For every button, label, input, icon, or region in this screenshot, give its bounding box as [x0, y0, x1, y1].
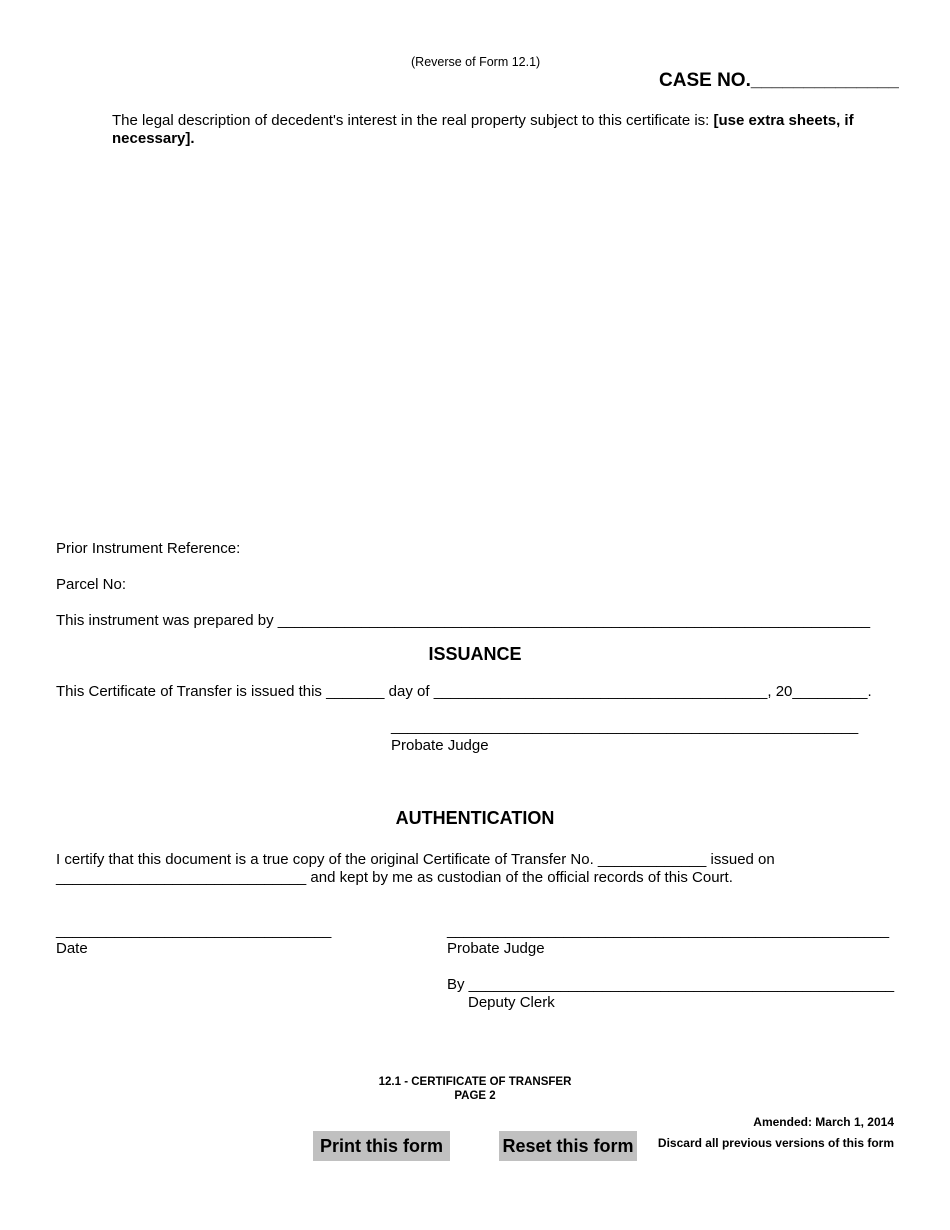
amended-date: Amended: March 1, 2014	[753, 1115, 894, 1129]
authentication-probate-judge-label: Probate Judge	[447, 940, 545, 957]
prior-instrument-reference[interactable]: Prior Instrument Reference:	[56, 540, 241, 557]
legal-description	[112, 112, 892, 148]
form-title: 12.1 - CERTIFICATE OF TRANSFER	[378, 1076, 572, 1088]
date-label: Date	[56, 940, 88, 957]
issuance-statement[interactable]: This Certificate of Transfer is issued this _______ day of ________________________________________, 20_________.	[56, 683, 872, 700]
prepared-by-field[interactable]: This instrument was prepared by _______________________________________________________________________	[56, 612, 871, 629]
legal-description-note: [use extra sheets, if necessary].	[112, 112, 854, 147]
discard-notice: Discard all previous versions of this form	[657, 1136, 894, 1150]
issuance-probate-judge-label: Probate Judge	[391, 737, 489, 754]
page-number: PAGE 2	[454, 1090, 496, 1102]
reverse-label: (Reverse of Form 12.1)	[411, 55, 541, 69]
issuance-signature-line: ________________________________________________________	[391, 718, 859, 735]
parcel-number[interactable]: Parcel No:	[56, 576, 127, 593]
date-signature-line[interactable]: _________________________________	[56, 922, 332, 939]
authentication-heading: AUTHENTICATION	[395, 808, 555, 828]
legal-description-text: The legal description of decedent's interest in the real property subject to this certificate is:	[112, 112, 714, 129]
authentication-statement-line2[interactable]: ______________________________ and kept by me as custodian of the official records of this Court.	[56, 869, 733, 886]
authentication-judge-line[interactable]: _____________________________________________________	[447, 922, 890, 939]
reset-form-button[interactable]: Reset this form	[499, 1131, 637, 1161]
case-number[interactable]: CASE NO.______________	[659, 70, 899, 91]
authentication-statement-line1[interactable]: I certify that this document is a true copy of the original Certificate of Transfer No. _____________ issued on	[56, 851, 775, 868]
print-form-button[interactable]: Print this form	[313, 1131, 450, 1161]
deputy-clerk-line[interactable]: By ___________________________________________________	[447, 976, 895, 993]
issuance-heading: ISSUANCE	[428, 644, 522, 664]
deputy-clerk-label: Deputy Clerk	[468, 994, 555, 1011]
